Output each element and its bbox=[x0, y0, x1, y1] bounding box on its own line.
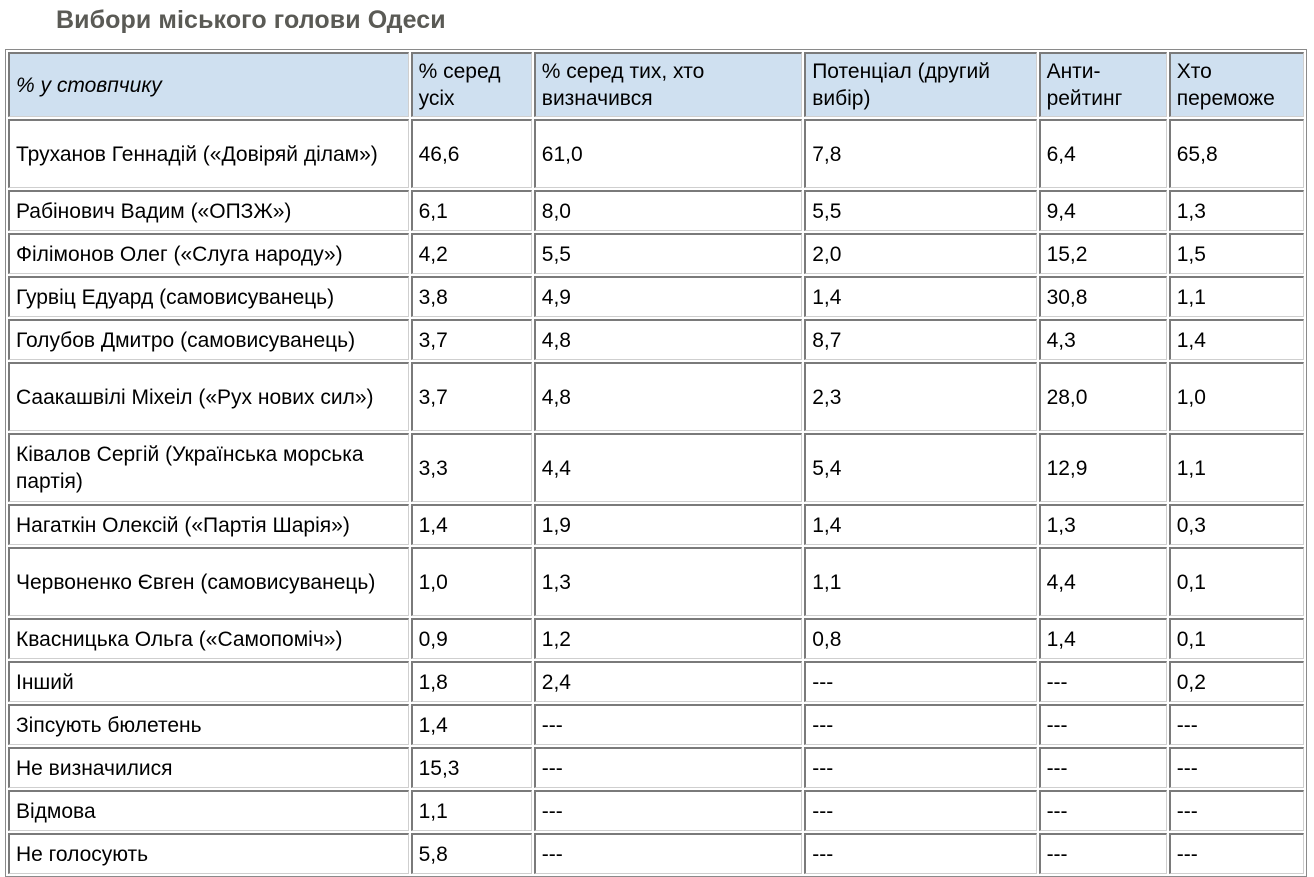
share-decided-cell: 5,5 bbox=[534, 233, 802, 274]
candidate-name-cell: Відмова bbox=[8, 790, 409, 831]
anti-rating-cell: 6,4 bbox=[1039, 119, 1167, 188]
candidate-name-cell: Саакашвілі Міхеіл («Рух нових сил») bbox=[8, 362, 409, 431]
share-decided-cell: 61,0 bbox=[534, 119, 802, 188]
anti-rating-cell: --- bbox=[1039, 833, 1167, 874]
share-decided-cell: --- bbox=[534, 833, 802, 874]
who-wins-cell: --- bbox=[1169, 833, 1304, 874]
table-header-row bbox=[8, 52, 1304, 117]
candidate-name-cell: Ківалов Сергій (Українська морська партія) bbox=[8, 433, 409, 502]
candidate-name-cell: Червоненко Євген (самовисуванець) bbox=[8, 547, 409, 616]
candidate-name-cell: Квасницька Ольга («Самопоміч») bbox=[8, 618, 409, 659]
share-all-cell: 1,0 bbox=[411, 547, 532, 616]
share-all-cell: 6,1 bbox=[411, 190, 532, 231]
share-all-cell: 1,8 bbox=[411, 661, 532, 702]
share-all-cell: 5,8 bbox=[411, 833, 532, 874]
potential-cell: 0,8 bbox=[804, 618, 1036, 659]
who-wins-cell: 1,3 bbox=[1169, 190, 1304, 231]
share-decided-cell: 1,3 bbox=[534, 547, 802, 616]
candidate-name-cell: Труханов Геннадій («Довіряй ділам») bbox=[8, 119, 409, 188]
share-all-cell: 3,3 bbox=[411, 433, 532, 502]
potential-cell: 8,7 bbox=[804, 319, 1036, 360]
potential-cell: 1,1 bbox=[804, 547, 1036, 616]
table-row bbox=[8, 833, 1304, 874]
share-all-cell: 46,6 bbox=[411, 119, 532, 188]
header-cell-column-label: % у стовпчику bbox=[8, 52, 409, 117]
header-cell-share-decided: % серед тих, хто визначився bbox=[534, 52, 802, 117]
share-all-cell: 0,9 bbox=[411, 618, 532, 659]
share-decided-cell: 1,9 bbox=[534, 504, 802, 545]
anti-rating-cell: 30,8 bbox=[1039, 276, 1167, 317]
table-row bbox=[8, 233, 1304, 274]
anti-rating-cell: --- bbox=[1039, 747, 1167, 788]
potential-cell: 1,4 bbox=[804, 276, 1036, 317]
table-row bbox=[8, 661, 1304, 702]
table-row bbox=[8, 276, 1304, 317]
potential-cell: 5,5 bbox=[804, 190, 1036, 231]
who-wins-cell: 1,1 bbox=[1169, 276, 1304, 317]
who-wins-cell: 1,1 bbox=[1169, 433, 1304, 502]
table-row bbox=[8, 547, 1304, 616]
candidate-name-cell: Зіпсують бюлетень bbox=[8, 704, 409, 745]
share-all-cell: 1,1 bbox=[411, 790, 532, 831]
share-decided-cell: 4,4 bbox=[534, 433, 802, 502]
who-wins-cell: 65,8 bbox=[1169, 119, 1304, 188]
potential-cell: 1,4 bbox=[804, 504, 1036, 545]
anti-rating-cell: 9,4 bbox=[1039, 190, 1167, 231]
candidate-name-cell: Філімонов Олег («Слуга народу») bbox=[8, 233, 409, 274]
who-wins-cell: 1,4 bbox=[1169, 319, 1304, 360]
table-row bbox=[8, 433, 1304, 502]
table-row bbox=[8, 747, 1304, 788]
results-table bbox=[5, 49, 1307, 877]
table-row bbox=[8, 190, 1304, 231]
candidate-name-cell: Не визначилися bbox=[8, 747, 409, 788]
potential-cell: --- bbox=[804, 833, 1036, 874]
who-wins-cell: 0,1 bbox=[1169, 618, 1304, 659]
anti-rating-cell: 1,3 bbox=[1039, 504, 1167, 545]
share-all-cell: 3,8 bbox=[411, 276, 532, 317]
table-row bbox=[8, 504, 1304, 545]
anti-rating-cell: 12,9 bbox=[1039, 433, 1167, 502]
anti-rating-cell: --- bbox=[1039, 790, 1167, 831]
share-decided-cell: 4,8 bbox=[534, 362, 802, 431]
share-decided-cell: 4,8 bbox=[534, 319, 802, 360]
table-row bbox=[8, 362, 1304, 431]
candidate-name-cell: Нагаткін Олексій («Партія Шарія») bbox=[8, 504, 409, 545]
potential-cell: 2,3 bbox=[804, 362, 1036, 431]
candidate-name-cell: Не голосують bbox=[8, 833, 409, 874]
share-decided-cell: 1,2 bbox=[534, 618, 802, 659]
share-all-cell: 1,4 bbox=[411, 704, 532, 745]
potential-cell: --- bbox=[804, 790, 1036, 831]
share-decided-cell: 8,0 bbox=[534, 190, 802, 231]
candidate-name-cell: Рабінович Вадим («ОПЗЖ») bbox=[8, 190, 409, 231]
share-decided-cell: 2,4 bbox=[534, 661, 802, 702]
header-cell-anti-rating: Анти-рейтинг bbox=[1039, 52, 1167, 117]
share-decided-cell: --- bbox=[534, 790, 802, 831]
candidate-name-cell: Інший bbox=[8, 661, 409, 702]
anti-rating-cell: 15,2 bbox=[1039, 233, 1167, 274]
share-all-cell: 3,7 bbox=[411, 362, 532, 431]
table-body bbox=[8, 119, 1304, 874]
table-row bbox=[8, 119, 1304, 188]
share-all-cell: 4,2 bbox=[411, 233, 532, 274]
who-wins-cell: --- bbox=[1169, 790, 1304, 831]
anti-rating-cell: --- bbox=[1039, 704, 1167, 745]
who-wins-cell: --- bbox=[1169, 704, 1304, 745]
header-cell-potential: Потенціал (другий вибір) bbox=[804, 52, 1036, 117]
share-all-cell: 1,4 bbox=[411, 504, 532, 545]
potential-cell: --- bbox=[804, 661, 1036, 702]
potential-cell: 5,4 bbox=[804, 433, 1036, 502]
share-all-cell: 15,3 bbox=[411, 747, 532, 788]
table-row bbox=[8, 790, 1304, 831]
share-decided-cell: --- bbox=[534, 747, 802, 788]
anti-rating-cell: 28,0 bbox=[1039, 362, 1167, 431]
anti-rating-cell: --- bbox=[1039, 661, 1167, 702]
anti-rating-cell: 1,4 bbox=[1039, 618, 1167, 659]
share-decided-cell: --- bbox=[534, 704, 802, 745]
share-all-cell: 3,7 bbox=[411, 319, 532, 360]
page-title: Вибори міського голови Одеси bbox=[56, 6, 446, 34]
who-wins-cell: --- bbox=[1169, 747, 1304, 788]
who-wins-cell: 0,3 bbox=[1169, 504, 1304, 545]
who-wins-cell: 1,5 bbox=[1169, 233, 1304, 274]
table-row bbox=[8, 618, 1304, 659]
table-row bbox=[8, 704, 1304, 745]
potential-cell: --- bbox=[804, 747, 1036, 788]
table-row bbox=[8, 319, 1304, 360]
candidate-name-cell: Гурвіц Едуард (самовисуванець) bbox=[8, 276, 409, 317]
potential-cell: --- bbox=[804, 704, 1036, 745]
potential-cell: 7,8 bbox=[804, 119, 1036, 188]
header-cell-who-wins: Хто переможе bbox=[1169, 52, 1304, 117]
anti-rating-cell: 4,3 bbox=[1039, 319, 1167, 360]
who-wins-cell: 1,0 bbox=[1169, 362, 1304, 431]
candidate-name-cell: Голубов Дмитро (самовисуванець) bbox=[8, 319, 409, 360]
who-wins-cell: 0,1 bbox=[1169, 547, 1304, 616]
who-wins-cell: 0,2 bbox=[1169, 661, 1304, 702]
potential-cell: 2,0 bbox=[804, 233, 1036, 274]
share-decided-cell: 4,9 bbox=[534, 276, 802, 317]
anti-rating-cell: 4,4 bbox=[1039, 547, 1167, 616]
results-table-container bbox=[5, 49, 1307, 877]
header-cell-share-all: % серед усіх bbox=[411, 52, 532, 117]
